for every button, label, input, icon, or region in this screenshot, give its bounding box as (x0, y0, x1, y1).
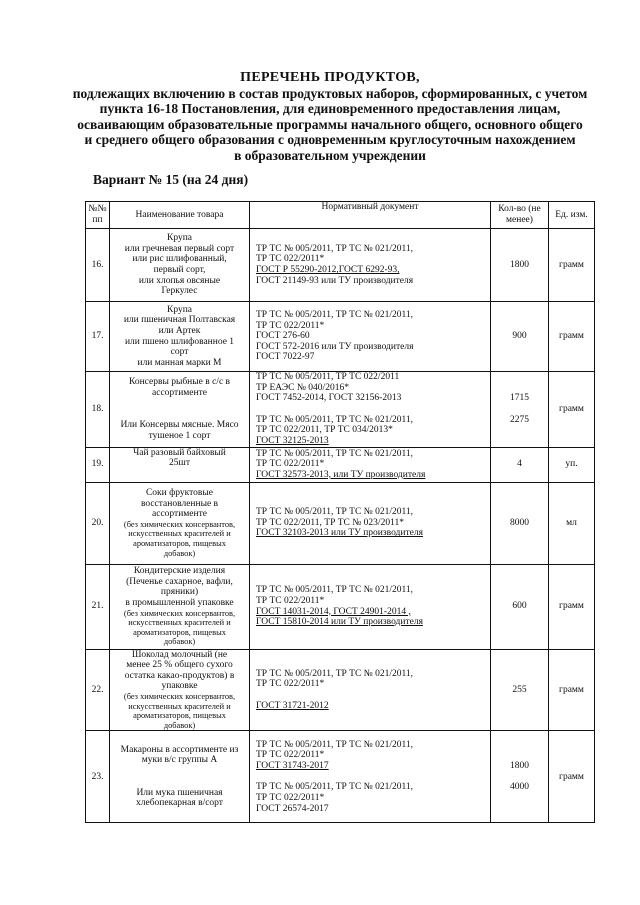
table-row (86, 564, 595, 649)
normative-document: ТР ТС № 005/2011, ТР ТС № 021/2011, ТР ТС 022/2011* ГОСТ 31721-2012 (250, 649, 491, 731)
header-unit: Ед. изм. (549, 202, 595, 229)
table-row (86, 447, 595, 482)
unit: грамм (549, 229, 595, 302)
product-name: Шоколад молочный (не менее 25 % общего сухого остатка какао-продуктов) в упаковке (без химических консервантов, искусственных красителей и ароматизаторов, пищевых добавок) (110, 649, 250, 731)
title-line: осваивающим образовательные программы начального общего, основного общего (77, 116, 583, 132)
row-number: 20. (86, 482, 110, 564)
quantity: 1800 (491, 229, 549, 302)
unit: мл (549, 482, 595, 564)
quantity: 600 (491, 564, 549, 649)
product-name: Соки фруктовые восстановленные в ассортименте (без химических консервантов, искусственных красителей и ароматизаторов, пищевых добавок) (110, 482, 250, 564)
quantity: 900 (491, 302, 549, 372)
unit: грамм (549, 731, 595, 823)
normative-document: ТР ТС № 005/2011, ТР ТС № 021/2011, ТР ТС 022/2011* ГОСТ 31743-2017 ТР ТС № 005/2011, ТР ТС № 021/2011, ТР ТС 022/2011* ГОСТ 26574-2017 (250, 731, 491, 823)
document-title (60, 70, 600, 163)
title-line: пункта 16-18 Постановления, для единовременного предоставления лицам, (99, 101, 561, 116)
normative-document: ТР ТС № 005/2011, ТР ТС № 021/2011, ТР ТС 022/2011* ГОСТ 276-60 ГОСТ 572-2016 или ТУ производителя ГОСТ 7022-97 (250, 302, 491, 372)
table-row (86, 731, 595, 823)
title-line: и среднего общего образования с одновременным круглосуточным нахождением (84, 132, 576, 147)
row-number: 19. (86, 447, 110, 482)
title-line: в образовательном учреждении (234, 147, 426, 163)
table-row (86, 302, 595, 372)
table-row (86, 372, 595, 448)
table-header-row (86, 202, 595, 229)
products-table (85, 201, 595, 823)
unit: грамм (549, 564, 595, 649)
normative-document: ТР ТС № 005/2011, ТР ТС № 021/2011, ТР ТС 022/2011* ГОСТ 32573-2013, или ТУ производителя (250, 447, 491, 482)
header-qty: Кол-во (не менее) (491, 202, 549, 229)
normative-document: ТР ТС № 005/2011, ТР ТС 022/2011 ТР ЕАЭС № 040/2016* ГОСТ 7452-2014, ГОСТ 32156-2013 ТР ТС № 005/2011, ТР ТС № 021/2011, ТР ТС 022/2011, ТР ТС 034/2013* ГОСТ 32125-2013 (250, 372, 491, 448)
product-name: Чай разовый байховый 25шт (110, 447, 250, 482)
normative-document: ТР ТС № 005/2011, ТР ТС № 021/2011, ТР ТС 022/2011* ГОСТ 14031-2014, ГОСТ 24901-2014 , ГОСТ 15810-2014 или ТУ производителя (250, 564, 491, 649)
table-row (86, 229, 595, 302)
header-name: Наименование товара (110, 202, 250, 229)
table-row (86, 482, 595, 564)
unit: уп. (549, 447, 595, 482)
row-number: 21. (86, 564, 110, 649)
product-name: Крупа или пшеничная Полтавская или Артек или пшено шлифованное 1 сорт или манная марки М (110, 302, 250, 372)
quantity: 8000 (491, 482, 549, 564)
unit: грамм (549, 649, 595, 731)
header-num: №№ пп (86, 202, 110, 229)
title-line: ПЕРЕЧЕНЬ ПРОДУКТОВ, (240, 70, 420, 85)
row-number: 18. (86, 372, 110, 448)
row-number: 17. (86, 302, 110, 372)
product-name: Макароны в ассортименте из муки в/с группы А Или мука пшеничная хлебопекарная в/сорт (110, 731, 250, 823)
product-name: Крупа или гречневая первый сорт или рис шлифованный, первый сорт, или хлопья овсяные Геркулес (110, 229, 250, 302)
title-line: подлежащих включению в состав продуктовых наборов, сформированных, с учетом (72, 85, 588, 101)
quantity: 255 (491, 649, 549, 731)
row-number: 22. (86, 649, 110, 731)
unit: грамм (549, 302, 595, 372)
product-name: Консервы рыбные в с/с в ассортименте Или Консервы мясные. Мясо тушеное 1 сорт (110, 372, 250, 448)
row-number: 16. (86, 229, 110, 302)
quantity: 4 (491, 447, 549, 482)
table-row (86, 649, 595, 731)
unit: грамм (549, 372, 595, 448)
normative-document: ТР ТС № 005/2011, ТР ТС № 021/2011, ТР ТС 022/2011, ТР ТС № 023/2011* ГОСТ 32103-2013 или ТУ производителя (250, 482, 491, 564)
quantity: 1715 2275 (491, 372, 549, 448)
product-name: Кондитерские изделия (Печенье сахарное, вафли, пряники) в промышленной упаковке (без химических консервантов, искусственных красителей и ароматизаторов, пищевых добавок) (110, 564, 250, 649)
header-doc: Нормативный документ (250, 202, 491, 229)
row-number: 23. (86, 731, 110, 823)
normative-document: ТР ТС № 005/2011, ТР ТС № 021/2011, ТР ТС 022/2011* ГОСТ Р 55290-2012,ГОСТ 6292-93, ГОСТ 21149-93 или ТУ производителя (250, 229, 491, 302)
quantity: 1800 4000 (491, 731, 549, 823)
variant-heading: Вариант № 15 (на 24 дня) (93, 172, 249, 187)
